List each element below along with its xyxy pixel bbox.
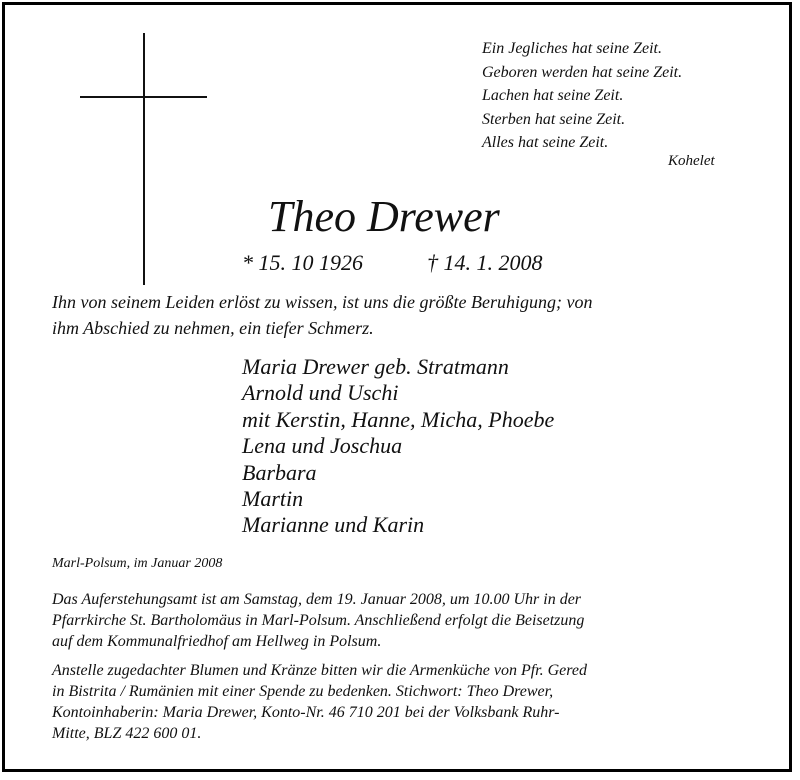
quote-line: Lachen hat seine Zeit. xyxy=(482,87,624,104)
quote-line: Ein Jegliches hat seine Zeit. xyxy=(482,40,662,57)
donation-line: Anstelle zugedachter Blumen und Kränze bitten wir die Armenküche von Pfr. Gered xyxy=(52,662,588,679)
donation-line: Mitte, BLZ 422 600 01. xyxy=(52,725,202,742)
family-member: Martin xyxy=(242,486,304,512)
quote-author: Kohelet xyxy=(668,153,715,169)
intro-text xyxy=(52,289,772,341)
service-line: Das Auferstehungsamt ist am Samstag, dem 19. Januar 2008, um 10.00 Uhr in der xyxy=(52,591,582,608)
family-member: Marianne und Karin xyxy=(242,512,425,538)
death-date: † 14. 1. 2008 xyxy=(427,250,543,275)
scripture-quote xyxy=(482,37,682,155)
family-member: Barbara xyxy=(242,459,317,485)
service-line: auf dem Kommunalfriedhof am Hellweg in Polsum. xyxy=(52,633,382,650)
family-member: Maria Drewer geb. Stratmann xyxy=(242,354,509,379)
quote-line: Geboren werden hat seine Zeit. xyxy=(482,63,683,81)
donation-info xyxy=(52,660,587,744)
family-member: Arnold und Uschi xyxy=(242,380,399,406)
quote-line: Sterben hat seine Zeit. xyxy=(482,110,626,128)
cross-horizontal-beam xyxy=(80,96,207,98)
quote-line: Alles hat seine Zeit. xyxy=(482,134,609,151)
deceased-name: Theo Drewer xyxy=(268,192,500,241)
donation-line: in Bistrita / Rumänien mit einer Spende zu bedenken. Stichwort: Theo Drewer, xyxy=(52,683,554,700)
donation-line: Kontoinhaberin: Maria Drewer, Konto-Nr. 46 710 201 bei der Volksbank Ruhr- xyxy=(52,704,560,721)
family-member: mit Kerstin, Hanne, Micha, Phoebe xyxy=(242,406,555,432)
intro-line: Ihn von seinem Leiden erlöst zu wissen, ist uns die größte Beruhigung; von xyxy=(52,292,593,312)
family-list xyxy=(242,354,554,539)
place-date: Marl-Polsum, im Januar 2008 xyxy=(52,556,223,571)
birth-date: * 15. 10 1926 xyxy=(242,250,363,275)
intro-line: ihm Abschied zu nehmen, ein tiefer Schmerz. xyxy=(52,318,374,338)
family-member: Lena und Joschua xyxy=(242,433,403,459)
service-info xyxy=(52,589,584,652)
cross-vertical-beam xyxy=(143,33,145,285)
service-line: Pfarrkirche St. Bartholomäus in Marl-Polsum. Anschließend erfolgt die Beisetzung xyxy=(52,612,585,629)
